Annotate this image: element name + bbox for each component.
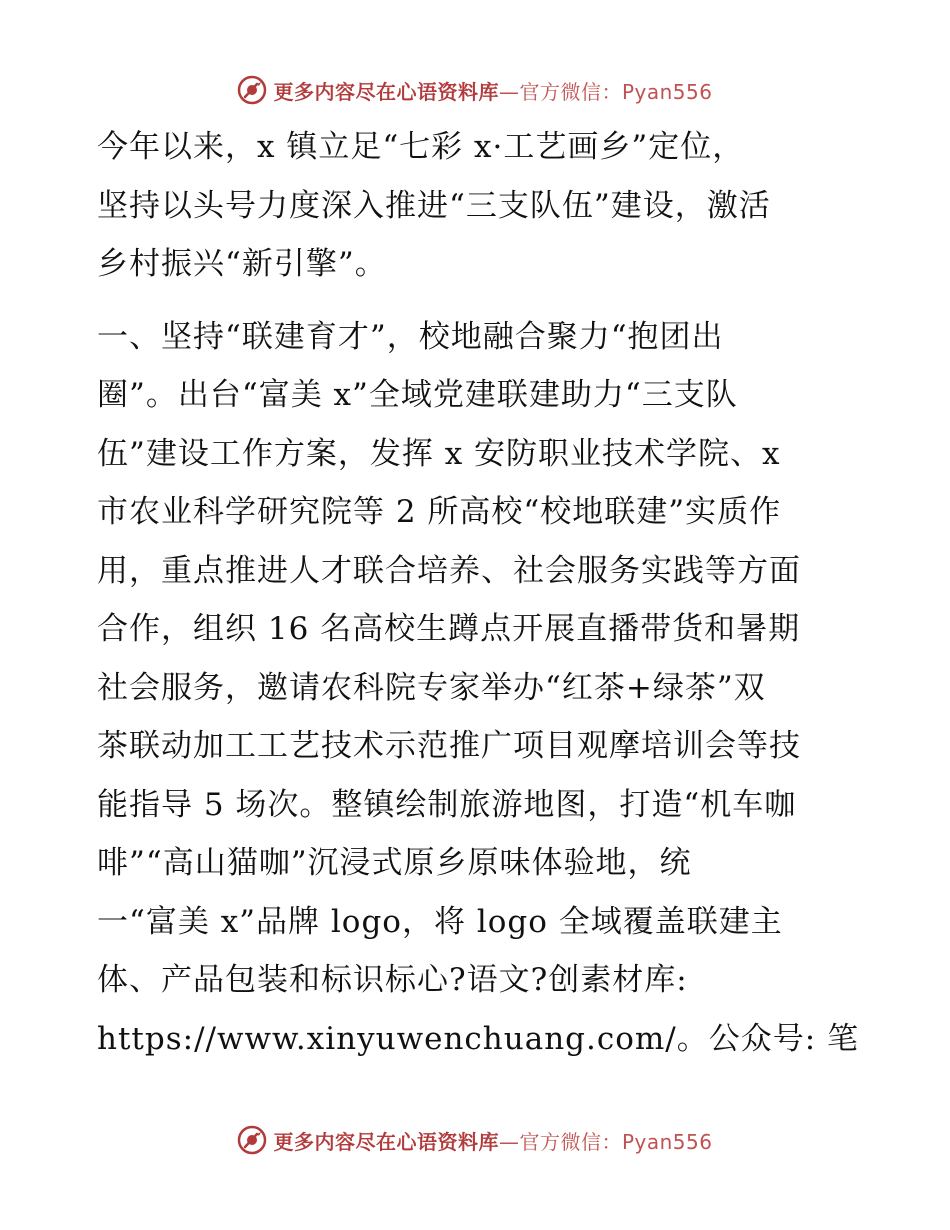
- text-line: 用，重点推进人才联合培养、社会服务实践等方面: [97, 552, 801, 589]
- text-line: 啡”“高山猫咖”沉浸式原乡原味体验地，统: [97, 845, 692, 881]
- footer-watermark-text: 更多内容尽在心语资料库—官方微信：Pyan556: [273, 1129, 713, 1154]
- text-line: 圈”。出台“富美 x”全域党建联建助力“三支队: [97, 377, 738, 413]
- footer-watermark-banner: [0, 1120, 950, 1160]
- text-line: 茶联动加工工艺技术示范推广项目观摩培训会等技: [97, 728, 801, 764]
- document-body: [97, 118, 860, 1068]
- text-line: 伍”建设工作方案，发挥 x 安防职业技术学院、x: [97, 435, 781, 472]
- text-line: 坚持以头号力度深入推进“三支队伍”建设，激活: [97, 187, 771, 224]
- text-line: https://www.xinyuwenchuang.com/。公众号: 笔: [97, 1020, 860, 1057]
- text-line: 一“富美 x”品牌 logo，将 logo 全域覆盖联建主: [97, 903, 783, 940]
- text-line: 社会服务，邀请农科院专家举办“红茶+绿茶”双: [97, 669, 766, 706]
- paragraph-intro: [97, 118, 857, 294]
- text-line: 一、坚持“联建育才”，校地融合聚力“抱团出: [97, 318, 724, 355]
- header-watermark-banner: [0, 70, 950, 110]
- text-line: 乡村振兴“新引擎”。: [97, 246, 387, 282]
- text-line: 能指导 5 场次。整镇绘制旅游地图，打造“机车咖: [97, 786, 797, 823]
- paragraph-section-one: [97, 308, 860, 1069]
- text-line: 今年以来，x 镇立足“七彩 x·工艺画乡”定位，: [97, 129, 745, 165]
- text-line: 合作，组织 16 名高校生蹲点开展直播带货和暑期: [97, 611, 801, 647]
- text-line: 体、产品包装和标识标心?语文?创素材库:: [97, 962, 688, 998]
- brand-logo-icon: [237, 1125, 267, 1155]
- text-line: 市农业科学研究院等 2 所高校“校地联建”实质作: [97, 494, 782, 530]
- header-watermark-text: 更多内容尽在心语资料库—官方微信：Pyan556: [273, 79, 713, 104]
- brand-logo-icon: [237, 75, 267, 105]
